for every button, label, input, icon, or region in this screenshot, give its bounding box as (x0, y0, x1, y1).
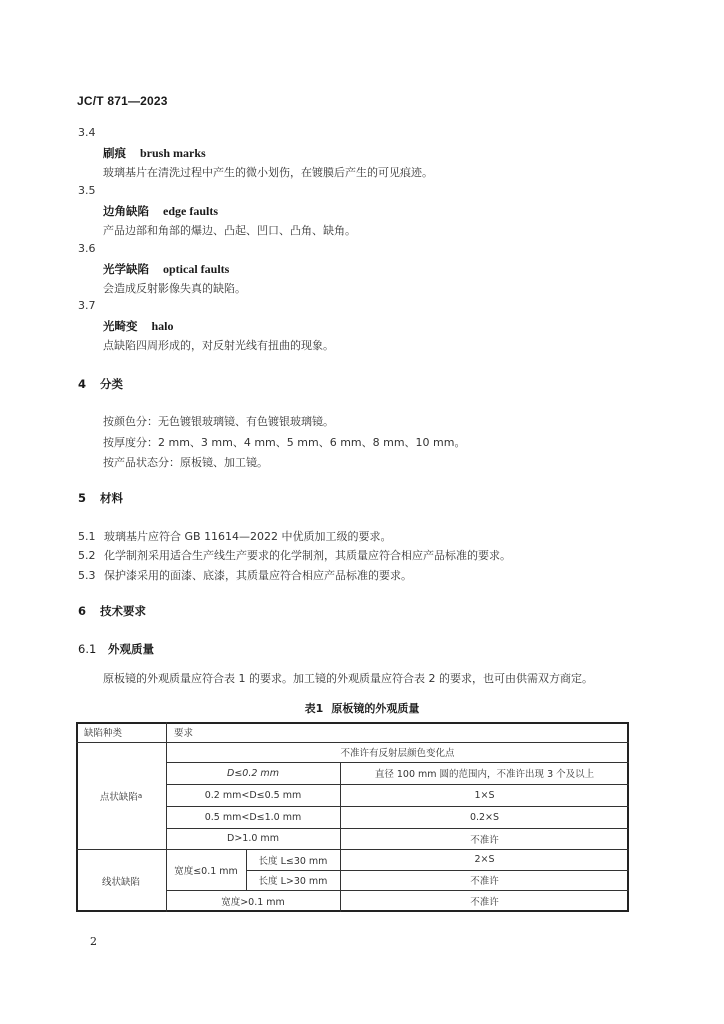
page-number: 2 (90, 935, 97, 948)
section-number: 6 (78, 604, 87, 618)
term-en: brush marks (140, 146, 206, 160)
section-title: 外观质量 (108, 642, 154, 656)
term-en: halo (151, 319, 174, 333)
subsection-heading (78, 641, 154, 657)
clause-number: 3.7 (78, 299, 96, 312)
clause-number: 3.6 (78, 242, 96, 255)
term-en: optical faults (163, 262, 230, 276)
table-title: 原板镜的外观质量 (331, 702, 420, 715)
section-title: 技术要求 (100, 604, 146, 618)
table-cell: 0.2×S (469, 811, 500, 823)
term-zh: 光学缺陷 (103, 262, 149, 276)
table-label: 表1 (304, 702, 324, 715)
clause-text: 玻璃基片应符合 GB 11614—2022 中优质加工级的要求。 (104, 530, 392, 543)
term-zh: 边角缺陷 (103, 204, 149, 218)
table-header-cell: 缺陷种类 (84, 728, 123, 739)
table-cell: 宽度≤0.1 mm (174, 865, 238, 877)
section-number: 6.1 (78, 642, 97, 656)
table-cell: 0.5 mm<D≤1.0 mm (204, 811, 302, 823)
paragraph: 按厚度分：2 mm、3 mm、4 mm、5 mm、6 mm、8 mm、10 mm。 (103, 436, 466, 449)
section-number: 5 (78, 491, 87, 505)
term-en: edge faults (163, 204, 218, 218)
term-definition: 产品边部和角部的爆边、凸起、凹口、凸角、缺角。 (103, 224, 356, 237)
clause-number: 3.4 (78, 126, 96, 139)
section-title: 材料 (100, 491, 123, 505)
table-cell: 长度 L>30 mm (258, 876, 328, 887)
term-definition: 会造成反射影像失真的缺陷。 (103, 282, 246, 295)
point-defect-label: 点状缺陷 (99, 791, 138, 803)
document-code: JC/T 871—2023 (77, 94, 168, 108)
clause (78, 528, 392, 544)
table-cell: 直径 100 mm 圆的范围内，不准许出现 3 个及以上 (374, 769, 595, 780)
clause-number: 5.2 (78, 549, 96, 562)
table-cell: 0.2 mm<D≤0.5 mm (204, 789, 302, 801)
table-cell: 2×S (474, 854, 495, 865)
table-cell: 宽度>0.1 mm (221, 897, 285, 908)
clause-number: 5.1 (78, 530, 96, 543)
section-number: 4 (78, 377, 87, 391)
table-cell: 不准许 (470, 897, 499, 908)
term-definition: 点缺陷四周形成的，对反射光线有扭曲的现象。 (103, 339, 334, 352)
line-defect-label: 线状缺陷 (101, 876, 140, 888)
clause-number: 3.5 (78, 184, 96, 197)
paragraph: 按颜色分：无色镀银玻璃镜、有色镀银玻璃镜。 (103, 415, 334, 428)
term-heading (103, 203, 218, 219)
section-heading (78, 490, 123, 506)
table-cell: 长度 L≤30 mm (258, 855, 328, 867)
paragraph: 按产品状态分：原板镜、加工镜。 (103, 456, 268, 469)
row-group-label (76, 742, 166, 849)
table-header-cell: 要求 (174, 728, 194, 739)
term-zh: 刷痕 (103, 146, 126, 160)
paragraph: 原板镜的外观质量应符合表 1 的要求。加工镜的外观质量应符合表 2 的要求，也可由供需双方商定。 (103, 672, 593, 685)
section-title: 分类 (100, 377, 123, 391)
term-definition: 玻璃基片在清洗过程中产生的微小划伤，在镀膜后产生的可见痕迹。 (103, 166, 433, 179)
clause-number: 5.3 (78, 569, 96, 582)
term-zh: 光畸变 (103, 319, 138, 333)
clause (78, 547, 511, 563)
section-heading (78, 603, 146, 619)
table-cell: 1×S (474, 789, 495, 801)
clause-text: 化学制剂采用适合生产线生产要求的化学制剂，其质量应符合相应产品标准的要求。 (104, 549, 511, 562)
term-heading (103, 145, 206, 161)
table-cell: D≤0.2 mm (227, 767, 279, 779)
section-heading (78, 376, 123, 392)
footnote-mark: a (137, 791, 143, 800)
clause-text: 保护漆采用的面漆、底漆，其质量应符合相应产品标准的要求。 (104, 569, 412, 582)
table-cell: D>1.0 mm (227, 833, 279, 844)
term-heading (103, 261, 229, 277)
table-cell: 不准许 (470, 834, 499, 846)
clause (78, 567, 412, 583)
table-cell: 不准许 (470, 876, 499, 887)
table-cell: 不准许有反射层颜色变化点 (340, 748, 455, 759)
table-caption (0, 700, 724, 716)
term-heading (103, 318, 174, 334)
appearance-quality-table (76, 722, 629, 912)
